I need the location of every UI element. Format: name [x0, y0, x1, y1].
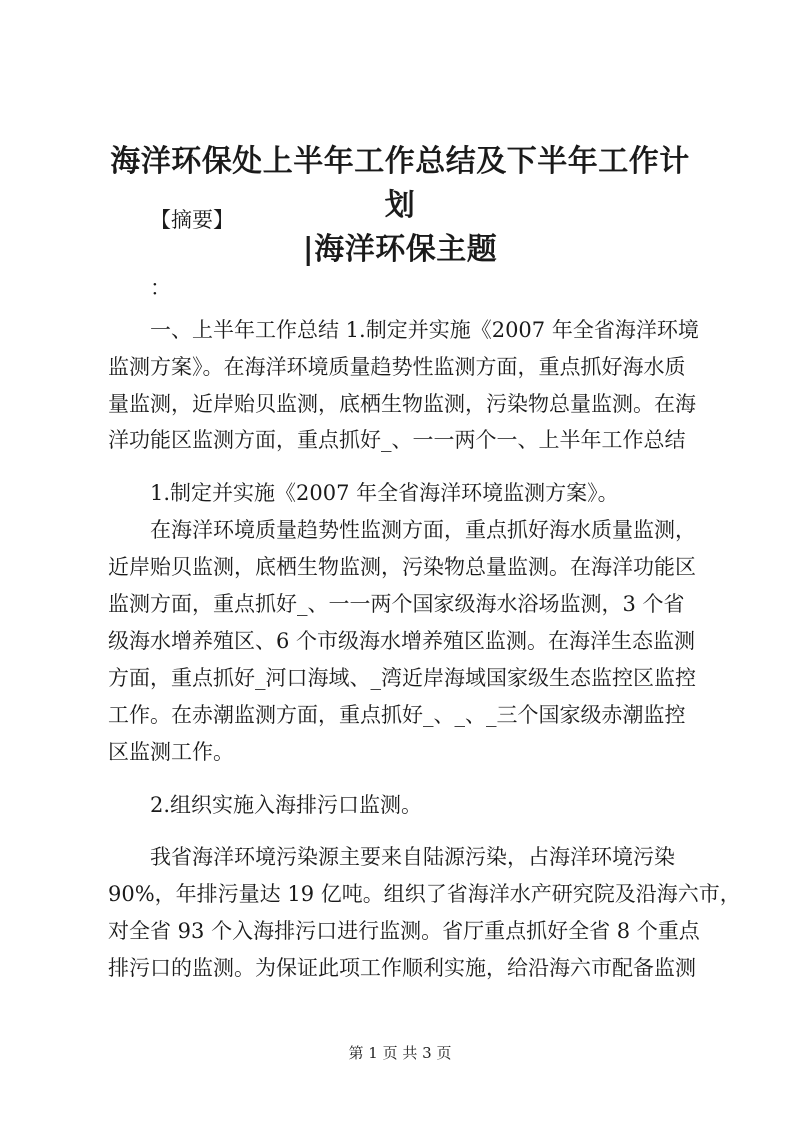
- paragraph-line: 级海水增养殖区、6 个市级海水增养殖区监测。在海洋生态监测: [108, 629, 696, 653]
- paragraph-line: 洋功能区监测方面，重点抓好_、一一两个一、上半年工作总结: [108, 428, 686, 452]
- paragraph-line: 我省海洋环境污染源主要来自陆源污染，占海洋环境污染: [150, 845, 675, 869]
- paragraph-line: 1.制定并实施《2007 年全省海洋环境监测方案》。: [150, 481, 619, 505]
- title-line-1: 海洋环保处上半年工作总结及下半年工作计划: [110, 144, 690, 223]
- paragraph-line: 90%，年排污量达 19 亿吨。组织了省海洋水产研究院及沿海六市，: [108, 882, 741, 906]
- paragraph-line: 排污口的监测。为保证此项工作顺利实施，给沿海六市配备监测: [108, 956, 696, 980]
- title-line-2: |海洋环保主题: [302, 232, 498, 267]
- paragraph-line: 一、上半年工作总结 1.制定并实施《2007 年全省海洋环境: [150, 318, 699, 342]
- paragraph-line: 监测方面，重点抓好_、一一两个国家级海水浴场监测，3 个省: [108, 592, 685, 616]
- paragraph-line: 在海洋环境质量趋势性监测方面，重点抓好海水质量监测，: [150, 518, 696, 542]
- abstract-label: 【摘要】: [150, 208, 234, 232]
- paragraph-line: 工作。在赤潮监测方面，重点抓好_、_、_三个国家级赤潮监控: [108, 703, 686, 727]
- paragraph-line: 量监测，近岸贻贝监测，底栖生物监测，污染物总量监测。在海: [108, 392, 696, 416]
- paragraph-line: 近岸贻贝监测，底栖生物监测，污染物总量监测。在海洋功能区: [108, 555, 696, 579]
- abstract-colon: ：: [150, 276, 171, 300]
- paragraph-line: 区监测工作。: [108, 740, 234, 764]
- paragraph-line: 监测方案》。在海洋环境质量趋势性监测方面，重点抓好海水质: [108, 355, 686, 379]
- page-footer: 第 1 页 共 3 页: [348, 1044, 452, 1062]
- paragraph-line: 方面，重点抓好_河口海域、_湾近岸海域国家级生态监控区监控: [108, 666, 696, 690]
- paragraph-line: 2.组织实施入海排污口监测。: [150, 793, 423, 817]
- paragraph-line: 对全省 93 个入海排污口进行监测。省厅重点抓好全省 8 个重点: [108, 919, 700, 943]
